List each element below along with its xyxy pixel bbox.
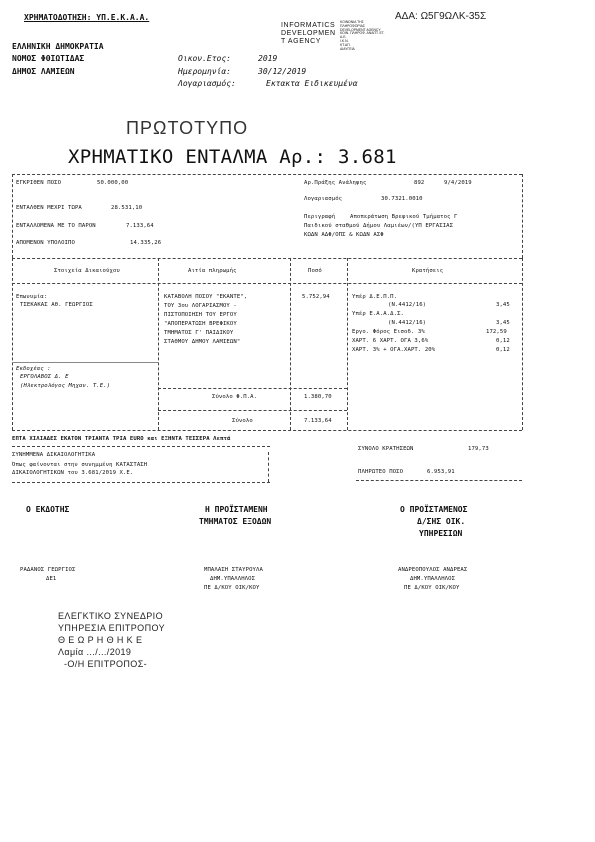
issued-now-value: 7.133,64 — [126, 223, 154, 229]
director-detail-1: ΔΗΜ.ΥΠΑΛΛΗΛΟΣ — [410, 576, 456, 582]
audit-line-1: ΕΛΕΓΚΤΙΚΟ ΣΥΝΕΔΡΙΟ — [58, 611, 163, 621]
attachments-right-border — [268, 452, 269, 482]
account-code-label: Λογαριασμός — [304, 196, 343, 202]
beneficiary-name: ΤΣΕΚΑΚΑΣ ΑΘ. ΓΕΩΡΓΙΟΣ — [20, 302, 93, 308]
description-label: Περιγραφή — [304, 214, 336, 220]
audit-line-5: -Ο/Η ΕΠΙΤΡΟΠΟΣ- — [64, 659, 148, 669]
republic-text: ΕΛΛΗΝΙΚΗ ΔΗΜΟΚΡΑΤΙΑ — [12, 42, 104, 51]
municipality-text: ΔΗΜΟΣ ΛΑΜΙΕΩΝ — [12, 67, 75, 76]
issuer-signature-title: Ο ΕΚΔΟΤΗΣ — [26, 505, 70, 514]
approved-amount-label: ΕΓΚΡΙΘΕΝ ΠΟΣΟ — [16, 180, 62, 186]
deductions-total-label: ΣΥΝΟΛΟ ΚΡΑΤΗΣΕΩΝ — [358, 446, 414, 452]
description-line-2: Παιδικού σταθμού Δήμου Λαμιέων/(ΥΠ ΕΡΓΑΣΙΑΣ — [304, 223, 454, 229]
fiscal-year-label: Οικον.Ετος: — [178, 54, 231, 63]
table-header-border — [12, 283, 522, 284]
prefecture-text: ΝΟΜΟΣ ΦΘΙΩΤΙΔΑΣ — [12, 54, 85, 63]
issued-so-far-label: ΕΝΤΑΛΘΕΝ ΜΕΧΡΙ ΤΩΡΑ — [16, 205, 82, 211]
head-expenses-title-1: Η ΠΡΟΪΣΤΑΜΕΝΗ — [205, 505, 268, 514]
words-underline — [12, 446, 270, 447]
director-name: ΑΝΔΡΕΟΠΟΥΛΟΣ ΑΝΔΡΕΑΣ — [398, 567, 468, 573]
description-line-1: Αποπεράτωση Βρεφικού Τμήματος Γ — [350, 214, 458, 220]
remaining-value: 14.335,26 — [130, 240, 162, 246]
assignee-name: ΕΡΓΟΛΑΒΟΣ Δ. Ε — [20, 374, 69, 380]
head-expenses-title-2: ΤΜΗΜΑΤΟΣ ΕΞΟΔΩΝ — [199, 517, 272, 526]
main-amount: 5.752,94 — [302, 294, 330, 300]
column-divider-3 — [347, 258, 348, 430]
account-code-value: 30.7321.0010 — [381, 196, 423, 202]
total-amount: 7.133,64 — [304, 418, 332, 424]
diavgeia-logo — [281, 22, 336, 46]
head-expenses-detail-1: ΔΗΜ.ΥΠΑΛΛΗΛΟΣ — [210, 576, 256, 582]
deductions-header: Κρατήσεις — [412, 268, 444, 274]
issuer-text: ΧΡΗΜΑΤΟΔΟΤΗΣΗ: ΥΠ.Ε.Κ.Α.Α. — [24, 13, 150, 22]
summary-top-border — [12, 174, 522, 175]
remaining-label: ΑΠΟΜΕΝΟΝ ΥΠΟΛΟΙΠΟ — [16, 240, 75, 246]
assignee-label: Εκδοχέας : — [16, 366, 51, 372]
cause-line-4: "ΑΠΟΠΕΡΑΤΩΣΗ ΒΡΕΦΙΚΟΥ — [164, 321, 237, 327]
fiscal-year-value: 2019 — [258, 54, 278, 63]
issued-now-label: ΕΝΤΑΛΛΟΜΕΝΑ ΜΕ ΤΟ ΠΑΡΟΝ — [16, 223, 96, 229]
summary-left-border — [12, 174, 13, 258]
decision-label: Αρ.Πράξης Ανάληψης — [304, 180, 367, 186]
vat-amount: 1.380,70 — [304, 394, 332, 400]
deduction-6-label: ΧΑΡΤ. 6 ΧΑΡΤ. ΟΓΑ 3,6% — [352, 338, 429, 344]
deduction-5-label: Εργο. Φόρος Εισοδ. 3% — [352, 329, 425, 335]
amount-header: Ποσό — [308, 268, 322, 274]
deduction-2-value: 3,45 — [496, 302, 510, 308]
issued-so-far-value: 28.531,10 — [111, 205, 143, 211]
amount-in-words: ΕΠΤΑ ΧΙΛΙΑΔΕΣ ΕΚΑΤΟΝ ΤΡΙΑΝΤΑ ΤΡΙΑ EURO και ΕΞΗΝΤΑ ΤΕΣΣΕΡΑ Λεπτά — [12, 436, 231, 442]
warrant-title: ΧΡΗΜΑΤΙΚΟ ΕΝΤΑΛΜΑ Αρ.: 3.681 — [68, 146, 397, 168]
vat-top-border — [158, 388, 347, 389]
audit-line-3: Θ Ε Ω Ρ Η Θ Η Κ Ε — [58, 635, 143, 645]
description-line-3: ΚΩΔΝ ΑΔΦ/ΟΠΣ & ΚΩΔΝ ΑΣΦ — [304, 232, 384, 238]
cause-line-2: ΤΟΥ 3ου ΛΟΓΑΡΙΑΣΜΟΥ - — [164, 303, 237, 309]
deduction-5-value: 172,59 — [486, 329, 507, 335]
logo-small-text: ΚΟΙΝΩΝΙΑ ΤΗΣ ΠΛΗΡΟΦΟΡΙΑΣ DEVELOPMENT AGENCY ΚΟΙΝ. ΠΛΗΡΟΦ. ΑΝΑΠΤ. ΕΤ. Α.Ε. Ι.Κ.Ν. ΚΤ.ΑΠ. ΔΙΑΥΓΕΙΑ — [340, 20, 385, 51]
attachments-line-2: ΔΙΚΑΙΟΛΟΓΗΤΙΚΩΝ του 3.681/2019 Χ.Ε. — [12, 470, 134, 476]
director-title-2: Δ/ΣΗΣ ΟΙΚ. — [417, 517, 466, 526]
payable-underline — [356, 480, 522, 481]
column-divider-1 — [158, 258, 159, 430]
logo-word-1: INFORMATICS — [281, 22, 336, 29]
deduction-4-value: 3,45 — [496, 320, 510, 326]
beneficiary-header: Στοιχεία Δικαιούχου — [54, 268, 120, 274]
approved-amount-value: 50.000,00 — [97, 180, 129, 186]
director-detail-2: ΠΕ Δ/ΚΟΥ ΟΙΚ/ΚΟΥ — [404, 585, 460, 591]
director-title-3: ΥΠΗΡΕΣΙΩΝ — [419, 529, 463, 538]
column-divider-2 — [290, 258, 291, 430]
vat-label: Σύνολο Φ.Π.Α. — [212, 394, 258, 400]
account-label: Λογαριασμός: — [178, 79, 236, 88]
decision-date: 9/4/2019 — [444, 180, 472, 186]
attachments-line-1: Όπως φαίνονται στην συνημμένη ΚΑΤΑΣΤΑΣΗ — [12, 462, 148, 468]
cause-line-6: ΣΤΑΘΜΟΥ ΔΗΜΟΥ ΛΑΜΙΕΩΝ" — [164, 339, 241, 345]
logo-word-2: DEVELOPMEN — [281, 30, 336, 37]
decision-number: 892 — [414, 180, 425, 186]
deduction-7-label: ΧΑΡΤ. 3% + ΟΓΑ.ΧΑΡΤ. 20% — [352, 347, 436, 353]
deduction-4-label: (Ν.4412/16) — [388, 320, 427, 326]
logo-word-3: T AGENCY — [281, 38, 322, 45]
table-top-border — [12, 258, 522, 259]
deduction-1-label: Υπέρ Δ.Ε.Π.Π. — [352, 294, 398, 300]
deductions-total-value: 179,73 — [468, 446, 489, 452]
attachments-title: ΣΥΝΗΜΜΕΝΑ ΔΙΚΑΙΟΛΟΓΗΤΙΚΑ — [12, 452, 96, 458]
payable-label: ΠΛΗΡΩΤΕΟ ΠΟΣΟ — [358, 469, 404, 475]
cause-line-5: ΤΜΗΜΑΤΟΣ Γ' ΠΑΙΔΙΚΟΥ — [164, 330, 234, 336]
deduction-6-value: 0,12 — [496, 338, 510, 344]
ada-code: ΑΔΑ: Ω5Γ9ΩΛΚ-35Σ — [395, 11, 487, 22]
cause-line-1: ΚΑΤΑΒΟΛΗ ΠΟΣΟΥ "ΕΚΑΝΤΕ", — [164, 294, 248, 300]
audit-line-2: ΥΠΗΡΕΣΙΑ ΕΠΙΤΡΟΠΟΥ — [58, 623, 165, 633]
account-value: Εκτακτα Ειδικευμένα — [266, 79, 358, 88]
beneficiary-label: Επωνυμία: — [16, 294, 48, 300]
issuer-name: ΡΑΔΑΝΟΣ ΓΕΩΡΓΙΟΣ — [20, 567, 76, 573]
audit-line-4: Λαμία .../.../2019 — [58, 647, 132, 657]
total-top-border — [158, 410, 347, 411]
table-bottom-border — [12, 430, 522, 431]
table-right-border — [522, 258, 523, 430]
cause-line-3: ΠΙΣΤΟΠΟΙΗΣΗ ΤΟΥ ΕΡΓΟΥ — [164, 312, 237, 318]
total-label: Σύνολο — [232, 418, 253, 424]
attachments-bottom-border — [12, 482, 270, 483]
original-stamp: ΠΡΩΤΟΤΥΠΟ — [126, 118, 249, 138]
director-title-1: Ο ΠΡΟΪΣΤΑΜΕΝΟΣ — [400, 505, 468, 514]
table-left-border — [12, 258, 13, 430]
deduction-7-value: 0,12 — [496, 347, 510, 353]
date-value: 30/12/2019 — [258, 67, 307, 76]
payable-value: 6.953,91 — [427, 469, 455, 475]
beneficiary-divider — [12, 362, 158, 363]
head-expenses-name: ΜΠΑΛΑΣΗ ΣΤΑΥΡΟΥΛΑ — [204, 567, 263, 573]
deduction-3-label: Υπέρ Ε.Α.Α.Δ.Σ. — [352, 311, 405, 317]
date-label: Ημερομηνία: — [178, 67, 231, 76]
issuer-grade: ΔΕ1 — [46, 576, 57, 582]
assignee-profession: (Ηλεκτρολόγος Μηχαν. Τ.Ε.) — [20, 383, 111, 389]
head-expenses-detail-2: ΠΕ Δ/ΚΟΥ ΟΙΚ/ΚΟΥ — [204, 585, 260, 591]
summary-right-border — [522, 174, 523, 258]
deduction-2-label: (Ν.4412/16) — [388, 302, 427, 308]
cause-header: Αιτία πληρωμής — [188, 268, 237, 274]
